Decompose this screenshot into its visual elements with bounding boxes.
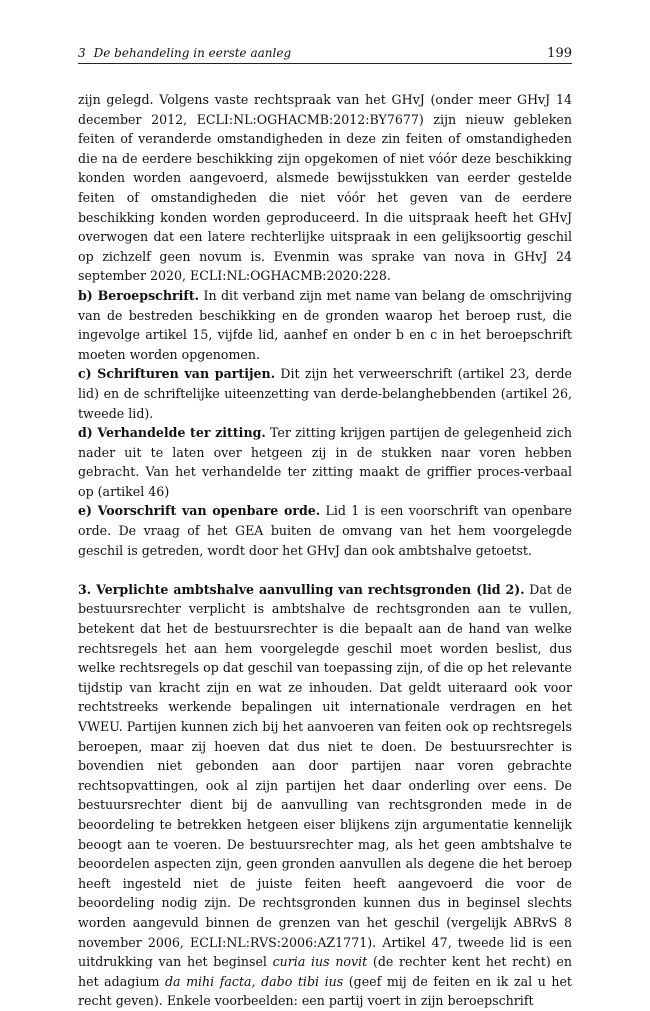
paragraph-text: (de rechter kent het recht) en het adagium bbox=[78, 954, 572, 989]
paragraph-text: Dit zijn het verweerschrift (artikel 23, derde lid) en de schriftelijke uiteenzetting van derde-belanghebbenden (artikel 26, tweede lid). bbox=[78, 366, 572, 421]
latin-phrase: curia ius novit bbox=[272, 954, 368, 970]
body-text bbox=[78, 90, 572, 1011]
paragraph-schrifturen bbox=[78, 364, 572, 423]
paragraph-ambtshalve-aanvulling bbox=[78, 580, 572, 1011]
subheading: b) Beroepschrift. bbox=[78, 287, 200, 303]
subheading: d) Verhandelde ter zitting. bbox=[78, 425, 266, 441]
chapter-title: De behandeling in eerste aanleg bbox=[93, 46, 292, 60]
paragraph-text: (geef mij de feiten en ik zal u het recht geven). Enkele voorbeelden: een partij voert in zijn beroepschrift bbox=[78, 973, 572, 1009]
subheading: c) Schrifturen van partijen. bbox=[78, 366, 276, 382]
paragraph-verhandelde bbox=[78, 423, 572, 501]
chapter-number: 3 bbox=[78, 46, 86, 60]
paragraph-beroepschrift bbox=[78, 286, 572, 364]
paragraph-nova bbox=[78, 90, 572, 286]
subheading: e) Voorschrift van openbare orde. bbox=[78, 503, 321, 519]
paragraph-text: zijn gelegd. Volgens vaste rechtspraak van het GHvJ (onder meer GHvJ 14 december 2012, ECLI:NL:OGHACMB:2012:BY7677) zijn nieuw gebleken feiten of veranderde omstandigheden in deze zin feiten of omstandigheden die na de eerdere beschikking zijn opgekomen of niet vóór deze beschikking konden worden aangevoerd, alsmede bewijsstukken van eerder gestelde feiten of omstandigheden die niet vóór het geven van de eerdere beschikking konden worden geproduceerd. In die uitspraak heeft het GHvJ overwogen dat een latere rechterlijke uitspraak in een gelijksoortig geschil op zichzelf geen novum is. Evenmin was sprake van nova in GHvJ 24 september 2020, ECLI:NL:OGHACMB:2020:228. bbox=[78, 92, 572, 284]
paragraph-text: Dat de bestuursrechter verplicht is ambtshalve de rechtsgronden aan te vullen, betekent dat het de bestuursrechter is die bepaalt aan de hand van welke rechtsregels het aan hem voorgelegde geschil moet worden beslist, dus welke rechtsregels op dat geschil van toepassing zijn, of die op het relevante tijdstip van kracht zijn en wat ze inhouden. Dat geldt uiteraard ook voor rechtstreeks werkende bepalingen uit internationale verdragen en het VWEU. Partijen kunnen zich bij het aanvoeren van feiten ook op rechtsregels beroepen, maar zij hoeven dat dus niet te doen. De bestuursrechter is bovendien niet gebonden aan door partijen naar voren gebrachte rechtsopvattingen, ook al zijn partijen het daar onderling over eens. De bestuursrechter dient bij de aanvulling van rechtsgronden mede in de beoordeling te betrekken hetgeen eiser blijkens zijn argumentatie kennelijk beoogt aan te voeren. De bestuursrechter mag, als het geen ambtshalve te beoordelen aspecten zijn, geen gronden aanvullen als degene die het beroep heeft ingesteld niet de juiste feiten heeft aangevoerd die voor de beoordeling nodig zijn. De rechtsgronden kunnen dus in beginsel slechts worden aangevuld binnen de grenzen van het geschil (vergelijk ABRvS 8 november 2006, ECLI:NL:RVS:2006:AZ1771). Artikel 47, tweede lid is een uitdrukking van het beginsel bbox=[78, 581, 573, 970]
page-number: 199 bbox=[547, 46, 572, 61]
paragraph-text: In dit verband zijn met name van belang de omschrijving van de bestreden beschikking en de gronden waarop het beroep rust, die ingevolge artikel 15, vijfde lid, aanhef en onder b en c in het beroepschrift moeten worden opgenomen. bbox=[78, 287, 572, 362]
paragraph-openbare-orde bbox=[78, 501, 572, 560]
section-heading: 3. Verplichte ambtshalve aanvulling van rechtsgronden (lid 2). bbox=[78, 581, 525, 597]
paragraph-text: Ter zitting krijgen partijen de gelegenheid zich nader uit te laten over hetgeen zij in de stukken naar voren hebben gebracht. Van het verhandelde ter zitting maakt de griffier proces-verbaal op (artikel 46) bbox=[78, 425, 572, 499]
chapter-heading bbox=[78, 46, 291, 60]
latin-phrase: da mihi facta, dabo tibi ius bbox=[164, 973, 344, 989]
running-header bbox=[78, 45, 572, 64]
paragraph-text: Lid 1 is een voorschrift van openbare orde. De vraag of het GEA buiten de omvang van het hem voorgelegde geschil is getreden, wordt door het GHvJ dan ook ambtshalve getoetst. bbox=[78, 503, 572, 558]
